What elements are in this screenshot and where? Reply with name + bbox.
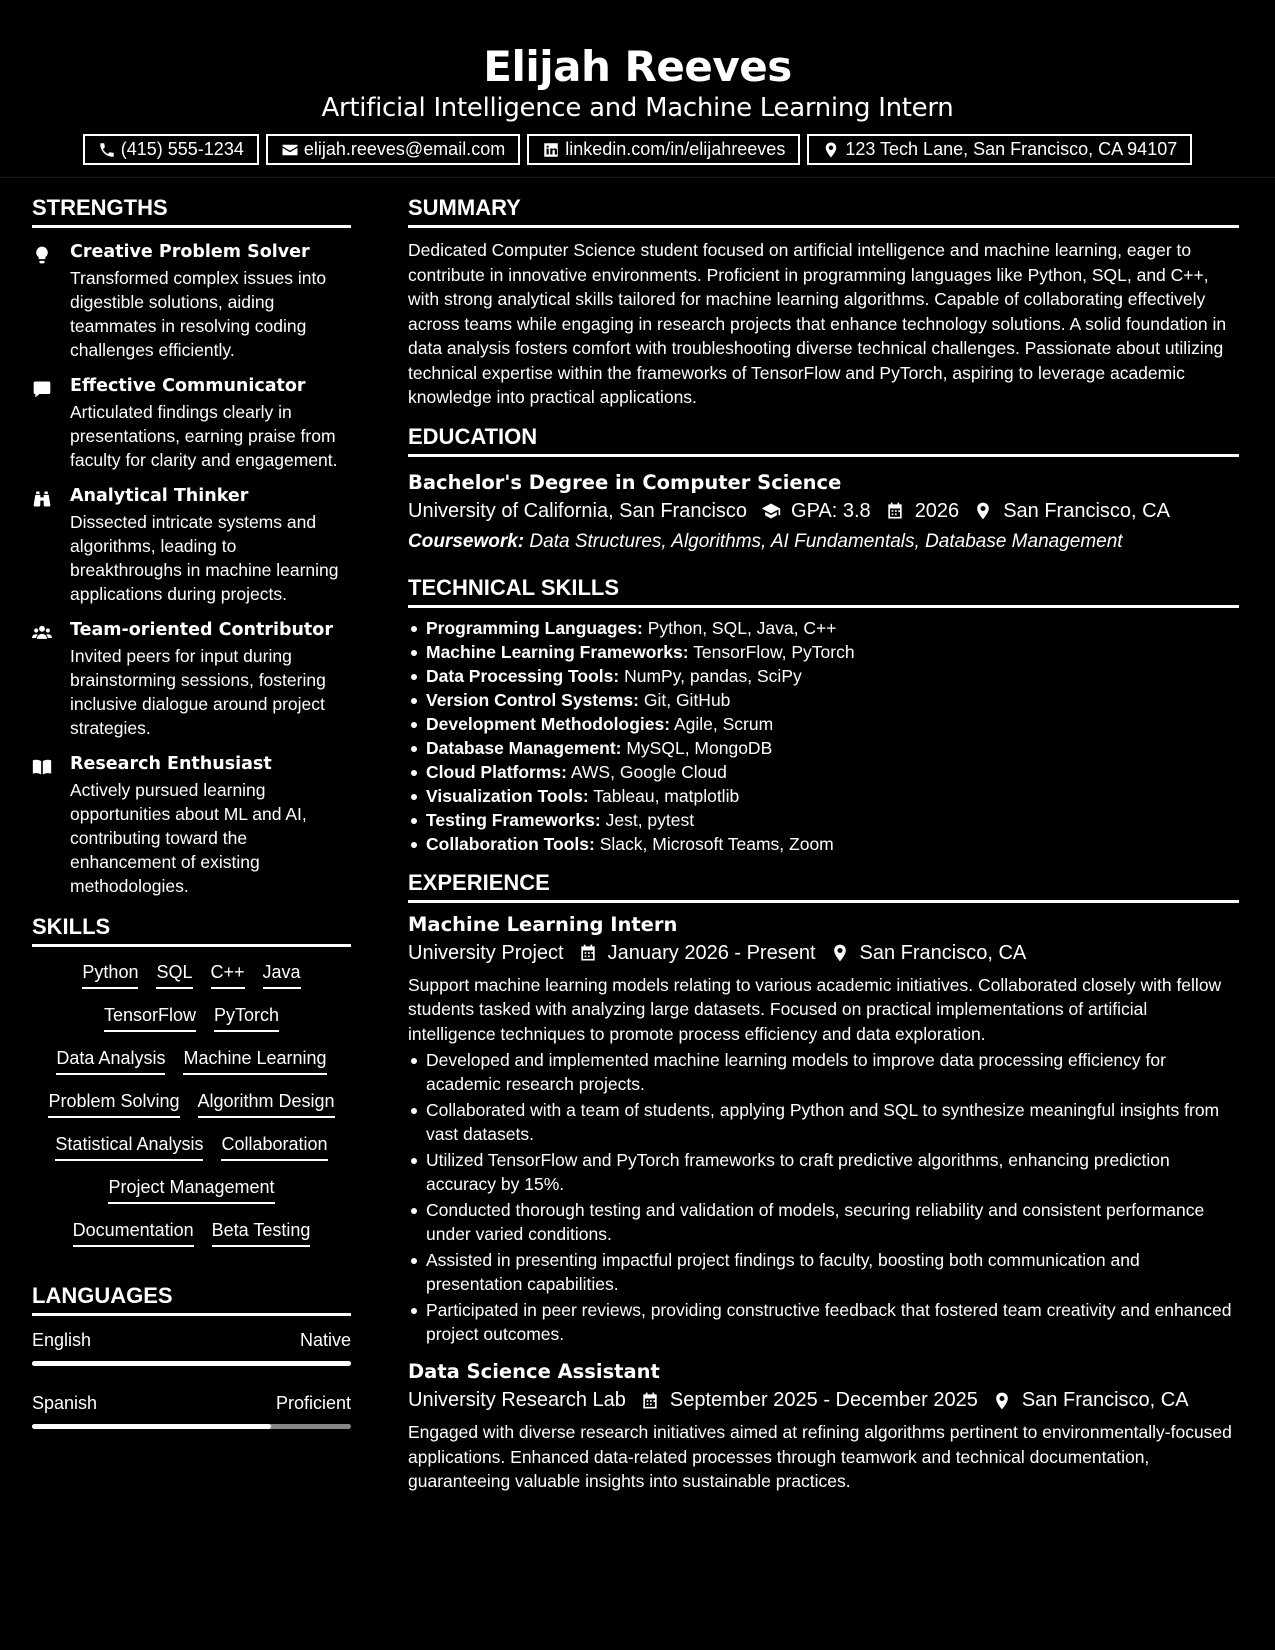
calendar-icon	[640, 1391, 660, 1411]
job-description: Support machine learning models relating to various academic initiatives. Collaborated closely with fellow students tasked with analyzing large datasets. Focused on practical implementations of artificial intelligence techniques to promote process efficiency and data exploration.	[408, 974, 1222, 1044]
skill-tag: Machine Learning	[183, 1047, 326, 1075]
skill-tag: Beta Testing	[212, 1219, 311, 1247]
location-icon	[992, 1391, 1012, 1411]
degree-title: Bachelor's Degree in Computer Science	[408, 470, 842, 494]
technical-skill-label: Version Control Systems:	[426, 689, 639, 710]
graduation-year: 2026	[914, 499, 960, 522]
strength-item	[32, 754, 351, 898]
coursework-list: Data Structures, Algorithms, AI Fundamentals, Database Management	[529, 530, 1123, 552]
skill-tag: Problem Solving	[48, 1090, 179, 1118]
technical-skill-label: Database Management:	[426, 737, 622, 758]
left-column	[32, 195, 351, 1456]
summary-heading: SUMMARY	[408, 195, 1239, 228]
language-bar	[32, 1361, 351, 1366]
job-title: Data Science Assistant	[408, 1360, 660, 1383]
phone-icon	[98, 141, 116, 159]
technical-skill-item	[408, 688, 1239, 712]
coursework-label: Coursework:	[408, 530, 525, 552]
language-bar-fill	[32, 1424, 271, 1429]
calendar-icon	[578, 943, 598, 963]
job-title: Machine Learning Intern	[408, 912, 678, 936]
job-dates: January 2026 - Present	[607, 941, 816, 964]
calendar-icon	[885, 501, 905, 521]
technical-skills-heading: TECHNICAL SKILLS	[408, 575, 1239, 608]
linkedin-icon	[542, 141, 560, 159]
skill-row	[32, 1047, 351, 1075]
school-name: University of California, San Francisco	[408, 499, 748, 522]
job-description: Engaged with diverse research initiatives aimed at refining algorithms pertinent to environmentally-focused applications. Enhanced data-related processes through teamwork and technical documentation, guaranteeing valuable insights into sustainable practices.	[408, 1422, 1232, 1491]
contact-address[interactable]	[807, 134, 1192, 165]
education-location: San Francisco, CA	[1003, 499, 1170, 522]
gpa: GPA: 3.8	[791, 499, 871, 522]
strength-item	[32, 376, 351, 472]
technical-skill-label: Data Processing Tools:	[426, 665, 620, 686]
technical-skills-list	[408, 616, 1239, 856]
contact-linkedin[interactable]	[527, 134, 800, 165]
resume-header	[0, 0, 1275, 178]
coursework	[408, 531, 1239, 553]
job-org: University Project	[408, 941, 564, 964]
education-heading: EDUCATION	[408, 424, 1239, 457]
contact-linkedin-text: linkedin.com/in/elijahreeves	[565, 139, 786, 159]
strength-text: Articulated findings clearly in presentations, earning praise from faculty for clarity and engagement.	[70, 402, 338, 470]
skill-tag: SQL	[156, 961, 192, 989]
strength-title: Research Enthusiast	[70, 754, 272, 774]
languages-heading: LANGUAGES	[32, 1283, 351, 1316]
language-level: Native	[299, 1330, 351, 1350]
strength-text: Transformed complex issues into digestible solutions, aiding teammates in resolving coding challenges efficiently.	[70, 268, 327, 360]
job-entry	[408, 913, 1239, 1347]
skill-row	[32, 1133, 351, 1161]
email-icon	[281, 141, 299, 159]
skill-row	[32, 1004, 351, 1032]
strength-item	[32, 620, 351, 740]
job-bullet: Developed and implemented machine learning models to improve data processing efficiency for academic research projects.	[408, 1048, 1239, 1096]
technical-skill-item	[408, 832, 1239, 856]
education-meta	[408, 500, 1239, 523]
book-icon	[32, 757, 52, 777]
experience-heading: EXPERIENCE	[408, 870, 1239, 903]
job-location: San Francisco, CA	[859, 941, 1027, 964]
skill-tag: Documentation	[73, 1219, 194, 1247]
job-org: University Research Lab	[408, 1389, 626, 1411]
technical-skill-label: Collaboration Tools:	[426, 833, 595, 854]
technical-skill-value: Tableau, matplotlib	[593, 785, 740, 806]
technical-skill-label: Cloud Platforms:	[426, 761, 567, 782]
strength-text: Invited peers for input during brainstorming sessions, fostering inclusive dialogue around project strategies.	[70, 646, 326, 738]
lightbulb-icon	[32, 245, 52, 265]
language-name: Spanish	[32, 1393, 98, 1413]
strength-title: Creative Problem Solver	[70, 242, 310, 262]
technical-skill-label: Visualization Tools:	[426, 785, 589, 806]
skill-tag: Java	[263, 961, 301, 989]
language-bar	[32, 1424, 351, 1429]
contact-address-text: 123 Tech Lane, San Francisco, CA 94107	[845, 139, 1178, 159]
skill-tag: TensorFlow	[104, 1004, 196, 1032]
skill-row	[32, 1176, 351, 1204]
technical-skill-item	[408, 808, 1239, 832]
strength-title: Effective Communicator	[70, 376, 306, 396]
contact-phone[interactable]	[83, 134, 259, 165]
contact-phone-text: (415) 555-1234	[120, 139, 244, 159]
job-bullet: Assisted in presenting impactful project findings to faculty, boosting both communication and presentation capabilities.	[408, 1248, 1239, 1296]
candidate-title: Artificial Intelligence and Machine Learning Intern	[321, 93, 954, 123]
technical-skill-value: MySQL, MongoDB	[626, 737, 773, 758]
technical-skill-label: Programming Languages:	[426, 617, 643, 638]
technical-skill-value: NumPy, pandas, SciPy	[624, 665, 802, 686]
candidate-name: Elijah Reeves	[483, 42, 792, 91]
binoculars-icon	[32, 489, 52, 509]
technical-skill-item	[408, 616, 1239, 640]
technical-skill-item	[408, 640, 1239, 664]
technical-skill-value: Slack, Microsoft Teams, Zoom	[599, 833, 834, 854]
job-meta	[408, 942, 1239, 965]
job-bullet: Utilized TensorFlow and PyTorch frameworks to craft predictive algorithms, enhancing prediction accuracy by 15%.	[408, 1148, 1239, 1196]
right-column	[408, 195, 1239, 1496]
location-icon	[830, 943, 850, 963]
job-entry	[408, 1360, 1239, 1494]
technical-skill-item	[408, 736, 1239, 760]
technical-skill-label: Machine Learning Frameworks:	[426, 641, 689, 662]
strength-title: Analytical Thinker	[70, 486, 249, 506]
location-icon	[973, 501, 993, 521]
technical-skill-value: Jest, pytest	[605, 809, 695, 830]
strength-item	[32, 242, 351, 362]
job-location: San Francisco, CA	[1021, 1389, 1189, 1411]
skill-row	[32, 1090, 351, 1118]
technical-skill-label: Testing Frameworks:	[426, 809, 601, 830]
skill-tag: Collaboration	[221, 1133, 327, 1161]
technical-skill-item	[408, 760, 1239, 784]
language-name: English	[32, 1330, 92, 1350]
job-bullets	[408, 1048, 1239, 1346]
skill-row	[32, 1219, 351, 1247]
job-dates: September 2025 - December 2025	[669, 1389, 978, 1411]
location-icon	[822, 141, 840, 159]
language-bar-fill	[32, 1361, 351, 1366]
technical-skill-item	[408, 664, 1239, 688]
skills-list	[32, 961, 351, 1247]
skill-tag: C++	[211, 961, 245, 989]
skill-tag: Statistical Analysis	[55, 1133, 203, 1161]
job-bullet: Collaborated with a team of students, applying Python and SQL to synthesize meaningful insights from vast datasets.	[408, 1098, 1239, 1146]
language-level: Proficient	[275, 1393, 351, 1413]
users-icon	[32, 623, 52, 643]
job-meta	[408, 1389, 1239, 1412]
technical-skill-item	[408, 712, 1239, 736]
technical-skill-value: Agile, Scrum	[673, 713, 774, 734]
language-item	[32, 1330, 351, 1366]
technical-skill-value: Git, GitHub	[643, 689, 731, 710]
skill-tag: Data Analysis	[56, 1047, 165, 1075]
skill-row	[32, 961, 351, 989]
skill-tag: Project Management	[108, 1176, 274, 1204]
technical-skill-item	[408, 784, 1239, 808]
language-item	[32, 1393, 351, 1429]
strength-text: Dissected intricate systems and algorithms, leading to breakthroughs in machine learning applications during projects.	[70, 512, 339, 604]
skill-tag: PyTorch	[214, 1004, 279, 1032]
graduation-cap-icon	[761, 501, 781, 521]
strength-title: Team-oriented Contributor	[70, 620, 333, 640]
job-bullet: Conducted thorough testing and validation of models, securing reliability and consistent performance under varied conditions.	[408, 1198, 1239, 1246]
strength-item	[32, 486, 351, 606]
skills-heading: SKILLS	[32, 914, 351, 947]
skill-tag: Python	[82, 961, 138, 989]
technical-skill-value: Python, SQL, Java, C++	[647, 617, 837, 638]
contact-email-text: elijah.reeves@email.com	[303, 139, 506, 159]
experience-list	[408, 913, 1239, 1494]
technical-skill-label: Development Methodologies:	[426, 713, 671, 734]
contact-email[interactable]	[266, 134, 520, 165]
job-bullet: Participated in peer reviews, providing constructive feedback that fostered team creativity and enhanced project outcomes.	[408, 1298, 1239, 1346]
skill-tag: Algorithm Design	[198, 1090, 335, 1118]
strength-text: Actively pursued learning opportunities about ML and AI, contributing toward the enhancement of existing methodologies.	[70, 780, 307, 896]
technical-skill-value: TensorFlow, PyTorch	[693, 641, 855, 662]
summary-text: Dedicated Computer Science student focused on artificial intelligence and machine learning, eager to contribute in innovative environments. Proficient in programming languages like Python, SQL, and C++, with strong analytical skills tailored for machine learning algorithms. Capable of collaborating effectively across teams while engaging in research projects that enhance technology solutions. A solid foundation in data analysis fosters comfort with troubleshooting diverse technical challenges. Passionate about utilizing technical expertise within the frameworks of TensorFlow and PyTorch, aspiring to leverage academic knowledge into practical applications.	[408, 240, 1227, 407]
contact-bar	[0, 134, 1275, 165]
comment-icon	[32, 379, 52, 399]
technical-skill-value: AWS, Google Cloud	[570, 761, 727, 782]
strengths-heading: STRENGTHS	[32, 195, 351, 228]
